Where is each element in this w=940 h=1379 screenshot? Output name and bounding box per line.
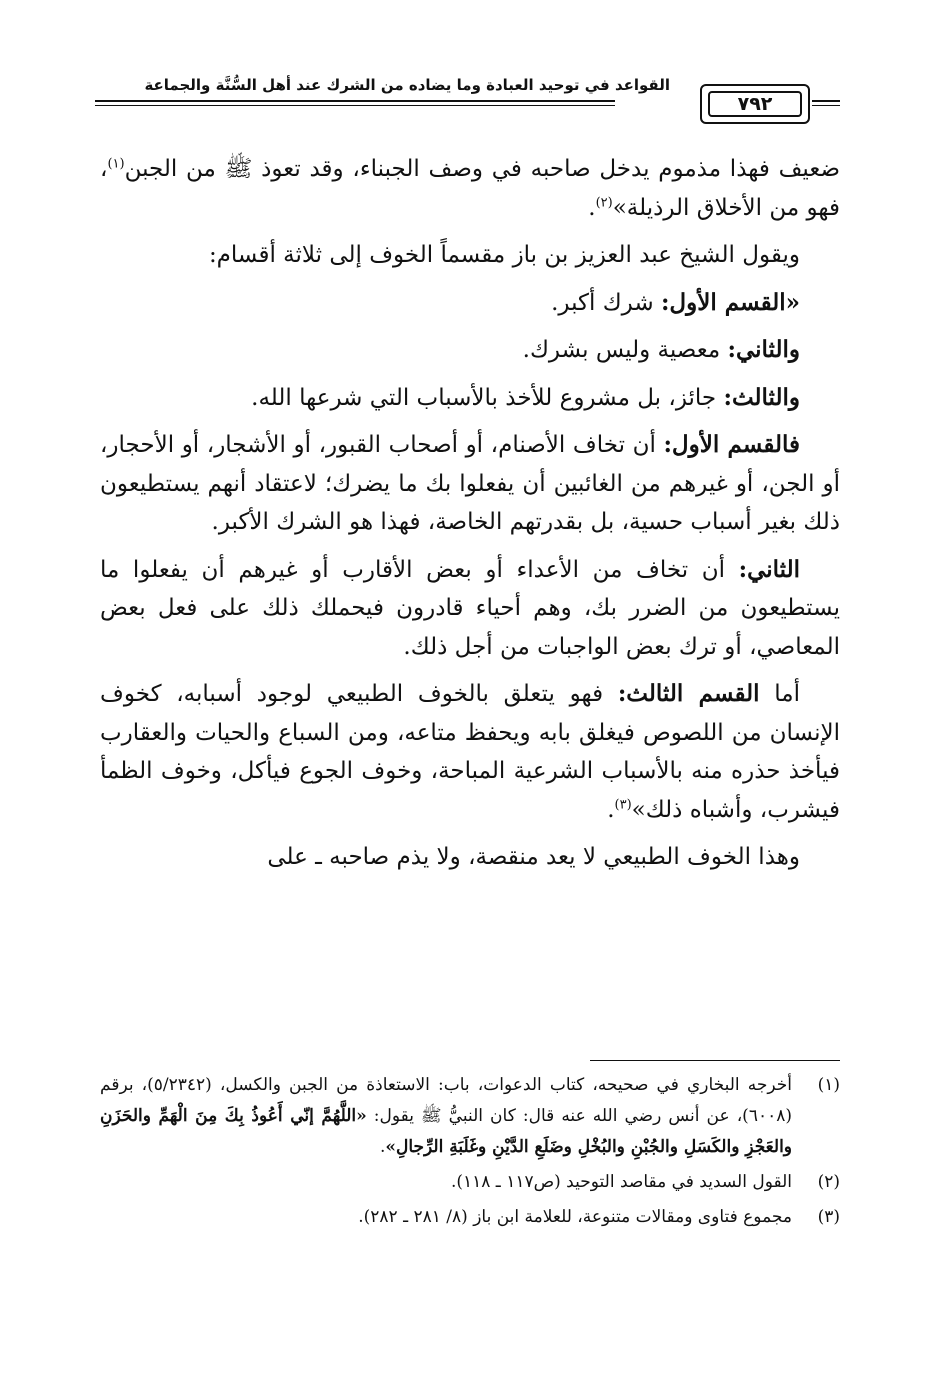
main-text bbox=[100, 150, 840, 886]
paragraph-9: وهذا الخوف الطبيعي لا يعد منقصة، ولا يذم صاحبه ـ على bbox=[267, 844, 800, 870]
footnote-1 bbox=[100, 1070, 840, 1163]
header-rule-thick bbox=[95, 100, 615, 102]
footnote-ref-2[interactable]: (٢) bbox=[595, 194, 613, 210]
footnote-1-number: (١) bbox=[817, 1075, 840, 1095]
paragraph-1-text-c: . bbox=[588, 194, 596, 221]
paragraph-7-label: الثاني: bbox=[738, 555, 800, 583]
footnote-2-text: القول السديد في مقاصد التوحيد (ص١١٧ ـ ١١٨). bbox=[450, 1172, 792, 1192]
header-rule-right-thick bbox=[812, 100, 840, 102]
header-rule-right-thin bbox=[812, 105, 840, 106]
footnote-1-text bbox=[100, 1070, 792, 1163]
footnote-3 bbox=[100, 1202, 840, 1233]
paragraph-7-text: أن تخاف من الأعداء أو بعض الأقارب أو غيرهم أن يفعلوا ما يستطيعون من الضرر بك، وهم أحياء قادرون فيحملك ذلك على فعل بعض المعاصي، أو ترك بعض الواجبات من أجل ذلك. bbox=[100, 556, 840, 660]
paragraph-4 bbox=[100, 331, 840, 370]
paragraph-8-label: القسم الثالث: bbox=[617, 680, 760, 707]
paragraph-5 bbox=[100, 379, 840, 418]
footnote-2-number: (٢) bbox=[817, 1172, 840, 1192]
footnote-2 bbox=[100, 1167, 840, 1198]
footnote-ref-3[interactable]: (٣) bbox=[614, 796, 632, 812]
paragraph-2: ويقول الشيخ عبد العزيز بن باز مقسماً الخوف إلى ثلاثة أقسام: bbox=[208, 242, 800, 268]
paragraph-1-text-a: ضعيف فهذا مذموم يدخل صاحبه في وصف الجبناء، وقد تعوذ ﷺ من الجبن bbox=[124, 156, 840, 182]
paragraph-6-text: أن تخاف الأصنام، أو أصحاب القبور، أو الأشجار، أو الأحجار، أو الجن، أو غيرهم من الغائبين أن يفعلوا بك ما يضرك؛ لاعتقاد أنهم يستطيعون ذلك بغير أسباب حسية، بل بقدرتهم الخاصة، فهذا هو الشرك الأكبر. bbox=[100, 432, 840, 535]
paragraph-5-text: جائز، بل مشروع للأخذ بالأسباب التي شرعها الله. bbox=[251, 384, 724, 411]
page-header bbox=[95, 74, 840, 134]
paragraph-6-label: فالقسم الأول: bbox=[663, 431, 801, 458]
footnote-3-text: مجموع فتاوى ومقالات متنوعة، للعلامة ابن باز (٨/ ٢٨١ ـ ٢٨٢). bbox=[358, 1207, 792, 1227]
paragraph-7 bbox=[100, 551, 840, 667]
paragraph-4-label: والثاني: bbox=[727, 336, 800, 363]
paragraph-8 bbox=[100, 675, 840, 829]
paragraph-8-text: فهو يتعلق بالخوف الطبيعي لوجود أسبابه، كخوف الإنسان من اللصوص فيغلق بابه ويحفظ متاعه، ومن السباع والحيات والعقارب فيأخذ حذره منه بالأسباب الشرعية المباحة، وخوف الجوع فيأكل، وخوف الظمأ فيشرب، وأشباه ذلك» bbox=[100, 681, 840, 823]
paragraph-4-text: معصية وليس بشرك. bbox=[522, 337, 728, 363]
paragraph-6 bbox=[100, 426, 840, 542]
footnote-1-hadith: «اللَّهُمَّ إنّي أَعُوذُ بِكَ مِنَ الْهَمِّ والحَزَنِ والعَجْزِ والكَسَلِ والجُبْنِ والبُخْلِ وضَلَعِ الدَّيْنِ وغَلَبَةِ الرِّجالِ» bbox=[100, 1106, 792, 1157]
paragraph-8-end: . bbox=[607, 796, 615, 823]
paragraph-1 bbox=[100, 150, 840, 227]
page-number-frame bbox=[700, 84, 810, 124]
footnote-3-number: (٣) bbox=[817, 1207, 840, 1227]
header-rule-thin bbox=[95, 105, 615, 106]
footnote-1-end: . bbox=[379, 1137, 386, 1157]
footnote-ref-1[interactable]: (١) bbox=[107, 156, 125, 172]
footnotes bbox=[100, 1070, 840, 1237]
paragraph-3 bbox=[100, 284, 840, 323]
paragraph-3-text: شرك أكبر. bbox=[551, 289, 661, 316]
running-title: القواعد في توحيد العبادة وما يضاده من الشرك عند أهل السُّنَّة والجماعة bbox=[144, 76, 670, 94]
page-number: ٧٩٢ bbox=[708, 91, 802, 117]
paragraph-8-pre: أما bbox=[759, 681, 801, 707]
paragraph-1-text-b: ، فهو من الأخلاق الرذيلة» bbox=[100, 156, 840, 221]
footnote-separator bbox=[590, 1060, 840, 1061]
paragraph-3-label: «القسم الأول: bbox=[660, 288, 800, 316]
footnote-1-plain: أخرجه البخاري في صحيحه، كتاب الدعوات، باب: الاستعاذة من الجبن والكسل، (٥/٢٣٤٢)، برقم (٦٠٠٨)، عن أنس رضي الله عنه قال: كان النبيُّ ﷺ يقول: bbox=[100, 1075, 792, 1126]
paragraph-5-label: والثالث: bbox=[723, 383, 800, 411]
